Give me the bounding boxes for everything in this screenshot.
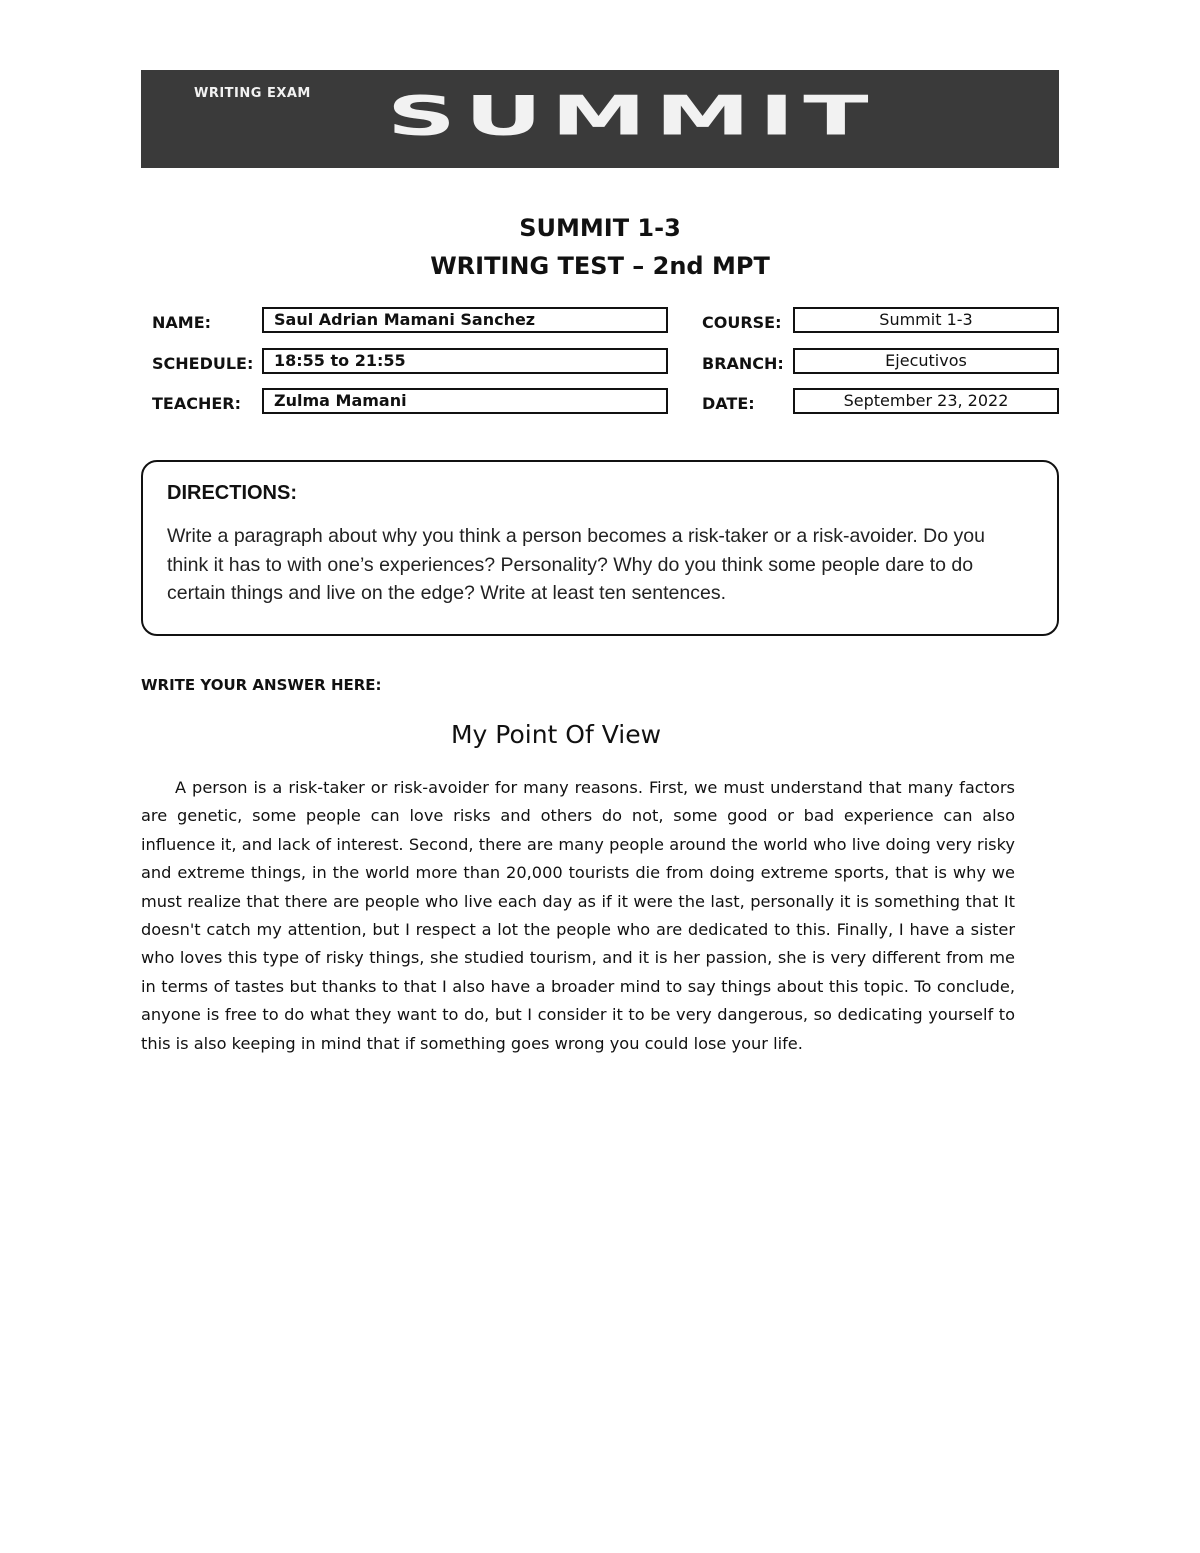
banner-subtitle: WRITING EXAM: [194, 86, 311, 101]
date-field[interactable]: September 23, 2022: [793, 388, 1059, 414]
essay-body: A person is a risk-taker or risk-avoider for many reasons. First, we must understand that many factors are genetic, some people can love risks and others do not, some good or bad experience can also influence it, and lack of interest. Second, there are many people around the world who live doing very risky and extreme things, in the world more than 20,000 tourists die from doing extreme sports, that is why we must realize that there are people who live each day as if it were the last, personally it is something that It doesn't catch my attention, but I respect a lot the people who are dedicated to this. Finally, I have a sister who loves this type of risky things, she studied tourism, and it is her passion, she is very different from me in terms of tastes but thanks to that I also have a broader mind to say things about this topic. To conclude, anyone is free to do what they want to do, but I consider it to be very dangerous, so dedicating yourself to this is also keeping in mind that if something goes wrong you could lose your life.: [141, 778, 1015, 1053]
essay-title: My Point Of View: [450, 720, 662, 749]
page-title: SUMMIT 1-3: [519, 214, 681, 242]
directions-text: Write a paragraph about why you think a person becomes a risk-taker or a risk-avoider. Do you think it has to with one’s experiences? Personality? Why do you think some people dare to do certain things and live on the edge? Write at least ten sentences.: [167, 525, 985, 604]
teacher-field[interactable]: Zulma Mamani: [262, 388, 668, 414]
schedule-field[interactable]: 18:55 to 21:55: [262, 348, 668, 374]
schedule-label: SCHEDULE:: [152, 354, 254, 373]
name-label: NAME:: [152, 313, 212, 332]
date-label: DATE:: [702, 394, 755, 413]
page-subtitle: WRITING TEST – 2nd MPT: [430, 252, 770, 280]
name-field[interactable]: Saul Adrian Mamani Sanchez: [262, 307, 668, 333]
branch-field[interactable]: Ejecutivos: [793, 348, 1059, 374]
teacher-label: TEACHER:: [152, 394, 242, 413]
course-field[interactable]: Summit 1-3: [793, 307, 1059, 333]
directions-box: [141, 460, 1059, 636]
exam-banner: [141, 70, 1059, 168]
directions-heading: DIRECTIONS:: [167, 482, 297, 504]
course-label: COURSE:: [702, 313, 782, 332]
banner-logo-text: SUMMIT: [387, 84, 878, 148]
branch-label: BRANCH:: [702, 354, 784, 373]
answer-label: WRITE YOUR ANSWER HERE:: [141, 676, 382, 694]
